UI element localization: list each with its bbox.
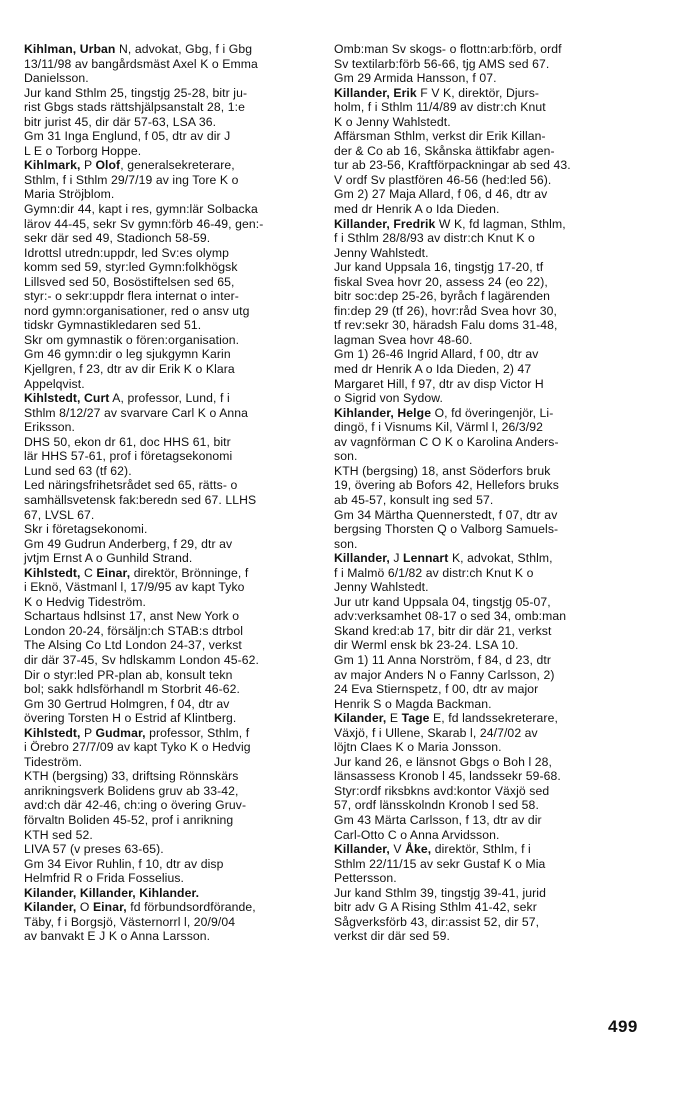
entry-name: Kihlstedt, Curt <box>24 391 110 406</box>
entry-text: Gm 1) 26-46 Ingrid Allard, f 00, dtr av <box>334 347 539 362</box>
text-line <box>334 231 670 246</box>
text-line <box>24 333 326 348</box>
text-line <box>24 857 326 872</box>
text-line <box>24 784 326 799</box>
entry-text: Sthlm, f i Sthlm 29/7/19 av ing Tore K o <box>24 172 239 187</box>
text-line <box>24 522 326 537</box>
text-line <box>334 129 670 144</box>
entry-text: Styr:ordf riksbkns avd:kontor Växjö sed <box>334 783 550 798</box>
entry-text: styr:- o sekr:uppdr flera internat o inter- <box>24 289 239 304</box>
entry-text: Lund sed 63 (tf 62). <box>24 463 132 478</box>
entry-text: fin:dep 29 (tf 26), hovr:råd Svea hovr 30, <box>334 303 558 318</box>
text-line <box>24 115 326 130</box>
entry-text: 67, LVSL 67. <box>24 507 95 522</box>
entry-text: C <box>80 565 97 580</box>
entry-text: Skr om gymnastik o fören:organisation. <box>24 332 240 347</box>
text-line <box>24 668 326 683</box>
text-line <box>334 551 670 566</box>
entry-text: Lillsved sed 50, Bosöstiftelsen sed 65, <box>24 274 235 289</box>
entry-text: Gm 31 Inga Englund, f 05, dtr av dir J <box>24 129 231 144</box>
entry-text: i Eknö, Västmanl l, 17/9/95 av kapt Tyko <box>24 580 245 595</box>
entry-text: Jur kand 26, e länsnot Gbgs o Boh l 28, <box>334 754 552 769</box>
entry-text: Sågverksförb 43, dir:assist 52, dir 57, <box>334 914 540 929</box>
text-line <box>24 886 326 901</box>
entry-text: Maria Ströjblom. <box>24 187 115 202</box>
text-line <box>24 246 326 261</box>
text-line <box>24 929 326 944</box>
entry-name: Kihlander, Helge <box>334 405 432 420</box>
left-column <box>24 42 326 944</box>
text-line <box>24 449 326 464</box>
text-line <box>334 668 670 683</box>
entry-name: Kihlstedt, <box>24 565 81 580</box>
entry-text: Henrik S o Magda Backman. <box>334 696 492 711</box>
entry-text: J <box>389 551 404 566</box>
text-line <box>334 900 670 915</box>
entry-text: Gm 2) 27 Maja Allard, f 06, d 46, dtr av <box>334 187 548 202</box>
text-line <box>334 304 670 319</box>
text-line <box>334 769 670 784</box>
entry-text: Omb:man Sv skogs- o flottn:arb:förb, ordf <box>334 42 562 56</box>
text-line <box>24 537 326 552</box>
entry-name: Killander, Erik <box>334 85 417 100</box>
text-line <box>24 726 326 741</box>
entry-text: son. <box>334 449 358 464</box>
text-line <box>334 580 670 595</box>
entry-text: länsassess Kronob l 45, landssekr 59-68. <box>334 769 561 784</box>
entry-text: Affärsman Sthlm, verkst dir Erik Killan- <box>334 129 546 144</box>
entry-text: dingö, f i Visnums Kil, Värml l, 26/3/92 <box>334 420 544 435</box>
entry-text: fiskal Svea hovr 20, assess 24 (eo 22), <box>334 274 548 289</box>
entry-text: Pettersson. <box>334 871 397 886</box>
text-line <box>334 406 670 421</box>
entry-text: W K, fd lagman, Sthlm, <box>435 216 566 231</box>
text-line <box>24 842 326 857</box>
entry-text: Jur kand Sthlm 25, tingstjg 25-28, bitr ju- <box>24 85 248 100</box>
entry-text: bergsing Thorsten Q o Valborg Samuels- <box>334 522 559 537</box>
entry-name: Lennart <box>403 551 449 566</box>
entry-text: V ordf Sv plastfören 46-56 (hed:led 56). <box>334 172 552 187</box>
entry-text: K o Hedvig Tideström. <box>24 594 146 609</box>
text-line <box>334 755 670 770</box>
text-line <box>334 726 670 741</box>
entry-name: Einar, <box>96 565 131 580</box>
text-line <box>24 755 326 770</box>
entry-name: Kilander, Killander, Kihlander. <box>24 885 200 900</box>
entry-text: tf rev:sekr 30, häradsh Falu doms 31-48, <box>334 318 558 333</box>
text-line <box>334 144 670 159</box>
text-line <box>24 551 326 566</box>
entry-text: A, professor, Lund, f i <box>109 391 230 406</box>
entry-text: Gymn:dir 44, kapt i res, gymn:lär Solbacka <box>24 202 258 217</box>
entry-text: Jur kand Uppsala 16, tingstjg 17-20, tf <box>334 260 544 275</box>
entry-text: Tideström. <box>24 754 83 769</box>
entry-text: V <box>389 842 406 857</box>
text-line <box>334 828 670 843</box>
entry-text: tidskr Gymnastikledaren sed 51. <box>24 318 202 333</box>
entry-text: bitr adv G A Rising Sthlm 41-42, sekr <box>334 900 537 915</box>
entry-text: K, advokat, Sthlm, <box>448 551 553 566</box>
text-line <box>334 566 670 581</box>
entry-text: med dr Henrik A o Ida Dieden. <box>334 202 500 217</box>
entry-text: Gm 49 Gudrun Anderberg, f 29, dtr av <box>24 536 233 551</box>
entry-name: Gudmar, <box>95 725 146 740</box>
text-line <box>334 420 670 435</box>
entry-text: Sthlm 8/12/27 av svarvare Carl K o Anna <box>24 405 249 420</box>
entry-text: holm, f i Sthlm 11/4/89 av distr:ch Knut <box>334 100 546 115</box>
entry-text: Gm 29 Armida Hansson, f 07. <box>334 71 497 86</box>
text-line <box>24 377 326 392</box>
text-line <box>24 508 326 523</box>
entry-text: E, fd landssekreterare, <box>429 711 558 726</box>
text-line <box>334 187 670 202</box>
text-line <box>24 493 326 508</box>
entry-text: son. <box>334 536 358 551</box>
text-line <box>334 915 670 930</box>
text-line <box>334 798 670 813</box>
text-line <box>334 362 670 377</box>
text-line <box>24 915 326 930</box>
text-line <box>24 275 326 290</box>
text-line <box>334 595 670 610</box>
entry-text: löjtn Claes K o Maria Jonsson. <box>334 740 502 755</box>
entry-text: av major Anders N o Fanny Carlsson, 2) <box>334 667 555 682</box>
text-line <box>24 144 326 159</box>
text-line <box>24 57 326 72</box>
entry-text: nord gymn:organisationer, red o ansv utg <box>24 303 250 318</box>
text-line <box>334 217 670 232</box>
text-line <box>24 566 326 581</box>
entry-text: bol; sakk hdlsförhandl m Storbrit 46-62. <box>24 682 241 697</box>
text-line <box>24 478 326 493</box>
text-line <box>24 580 326 595</box>
text-line <box>24 347 326 362</box>
text-line <box>24 653 326 668</box>
text-line <box>334 711 670 726</box>
text-line <box>24 813 326 828</box>
entry-text: London 20-24, försäljn:ch STAB:s dtrbol <box>24 623 244 638</box>
entry-text: professor, Sthlm, f <box>145 725 250 740</box>
text-line <box>334 784 670 799</box>
entry-text: med dr Henrik A o Ida Dieden, 2) 47 <box>334 362 532 377</box>
entry-text: rist Gbgs stads rättshjälpsanstalt 28, 1:e <box>24 100 245 115</box>
text-line <box>24 435 326 450</box>
text-line <box>334 857 670 872</box>
entry-text: fd förbundsordförande, <box>126 900 256 915</box>
entry-text: Gm 1) 11 Anna Norström, f 84, d 23, dtr <box>334 652 552 667</box>
entry-text: avd:ch där 42-46, ch:ing o övering Gruv- <box>24 798 247 813</box>
text-line <box>24 595 326 610</box>
text-line <box>24 289 326 304</box>
entry-text: lär HHS 57-61, prof i företagsekonomi <box>24 449 233 464</box>
text-line <box>24 362 326 377</box>
entry-text: The Alsing Co Ltd London 24-37, verkst <box>24 638 242 653</box>
entry-text: av vagnförman C O K o Karolina Anders- <box>334 434 559 449</box>
entry-name: Kihlmark, <box>24 158 81 173</box>
entry-text: P <box>80 158 96 173</box>
text-line <box>334 929 670 944</box>
entry-text: Gm 34 Eivor Ruhlin, f 10, dtr av disp <box>24 856 224 871</box>
text-line <box>334 71 670 86</box>
text-line <box>24 871 326 886</box>
text-line <box>334 173 670 188</box>
text-line <box>334 435 670 450</box>
text-line <box>334 682 670 697</box>
entry-text: Gm 30 Gertrud Holmgren, f 04, dtr av <box>24 696 230 711</box>
text-line <box>334 609 670 624</box>
entry-text: av banvakt E J K o Anna Larsson. <box>24 929 211 944</box>
entry-name: Einar, <box>92 900 127 915</box>
text-line <box>334 391 670 406</box>
text-line <box>24 100 326 115</box>
entry-name: Killander, <box>334 551 390 566</box>
entry-text: lärov 44-45, sekr Sv gymn:förb 46-49, gen:- <box>24 216 264 231</box>
text-line <box>334 377 670 392</box>
text-line <box>334 86 670 101</box>
text-line <box>334 697 670 712</box>
text-line <box>24 187 326 202</box>
text-line <box>24 42 326 57</box>
entry-name: Tage <box>401 711 430 726</box>
entry-text: jvtjm Ernst A o Gunhild Strand. <box>24 551 193 566</box>
text-line <box>24 406 326 421</box>
text-line <box>24 173 326 188</box>
entry-text: Skr i företagsekonomi. <box>24 522 148 537</box>
entry-text: 24 Eva Stiernspetz, f 00, dtr av major <box>334 682 539 697</box>
text-line <box>24 609 326 624</box>
text-line <box>24 711 326 726</box>
entry-text: Margaret Hill, f 97, dtr av disp Victor H <box>334 376 544 391</box>
entry-text: , generalsekreterare, <box>120 158 235 173</box>
entry-text: Gm 43 Märta Carlsson, f 13, dtr av dir <box>334 812 542 827</box>
entry-text: i Örebro 27/7/09 av kapt Tyko K o Hedvig <box>24 740 251 755</box>
entry-text: Kjellgren, f 23, dtr av dir Erik K o Klara <box>24 362 235 377</box>
entry-text: tur ab 23-56, Kraftförpackningar ab sed 43. <box>334 158 571 173</box>
text-line <box>334 638 670 653</box>
entry-text: f i Sthlm 28/8/93 av distr:ch Knut K o <box>334 231 535 246</box>
text-line <box>24 420 326 435</box>
entry-text: DHS 50, ekon dr 61, doc HHS 61, bitr <box>24 434 231 449</box>
entry-text: o Sigrid von Sydow. <box>334 391 443 406</box>
text-line <box>334 813 670 828</box>
text-line <box>334 522 670 537</box>
text-line <box>24 740 326 755</box>
entry-text: adv:verksamhet 08-17 o sed 34, omb:man <box>334 609 567 624</box>
text-line <box>334 740 670 755</box>
entry-text: Dir o styr:led PR-plan ab, konsult tekn <box>24 667 233 682</box>
entry-text: direktör, Brönninge, f <box>130 565 249 580</box>
entry-text: ab 45-57, konsult ing sed 57. <box>334 492 494 507</box>
entry-text: KTH sed 52. <box>24 827 93 842</box>
entry-text: Led näringsfrihetsrådet sed 65, rätts- o <box>24 478 238 493</box>
entry-text: direktör, Sthlm, f i <box>431 842 531 857</box>
entry-text: Jenny Wahlstedt. <box>334 245 429 260</box>
entry-text: dir Werml ensk bk 23-24. LSA 10. <box>334 638 519 653</box>
right-column <box>334 42 670 944</box>
text-line <box>24 391 326 406</box>
text-line <box>334 260 670 275</box>
text-line <box>24 231 326 246</box>
entry-text: Växjö, f i Ullene, Skarab l, 24/7/02 av <box>334 725 538 740</box>
text-line <box>24 624 326 639</box>
entry-name: Kilander, <box>24 900 77 915</box>
entry-text: K o Jenny Wahlstedt. <box>334 114 451 129</box>
text-line <box>334 886 670 901</box>
entry-text: N, advokat, Gbg, f i Gbg <box>115 42 253 56</box>
entry-name: Åke, <box>405 842 432 857</box>
text-line <box>334 871 670 886</box>
entry-text: verkst dir där sed 59. <box>334 929 450 944</box>
text-line <box>334 842 670 857</box>
text-line <box>334 624 670 639</box>
text-line <box>24 304 326 319</box>
entry-text: Helmfrid R o Frida Fosselius. <box>24 871 185 886</box>
page-number: 499 <box>608 1017 638 1036</box>
entry-text: Skand kred:ab 17, bitr dir där 21, verkst <box>334 623 552 638</box>
text-line <box>334 508 670 523</box>
entry-name: Kihlstedt, <box>24 725 81 740</box>
entry-name: Killander, Fredrik <box>334 216 436 231</box>
text-line <box>24 260 326 275</box>
entry-text: Schartaus hdlsinst 17, anst New York o <box>24 609 240 624</box>
text-line <box>334 318 670 333</box>
text-line <box>24 682 326 697</box>
entry-text: Gm 46 gymn:dir o leg sjukgymn Karin <box>24 347 231 362</box>
entry-text: P <box>80 725 96 740</box>
entry-text: Jur utr kand Uppsala 04, tingstjg 05-07, <box>334 594 551 609</box>
entry-text: f i Malmö 6/1/82 av distr:ch Knut K o <box>334 565 534 580</box>
entry-name: Kihlman, Urban <box>24 42 116 56</box>
entry-text: samhällsvetensk fak:beredn sed 67. LLHS <box>24 492 257 507</box>
entry-text: F V K, direktör, Djurs- <box>416 85 540 100</box>
text-line <box>334 464 670 479</box>
text-line <box>24 638 326 653</box>
text-line <box>24 129 326 144</box>
entry-text: O, fd överingenjör, Li- <box>431 405 554 420</box>
text-line <box>24 464 326 479</box>
text-line <box>334 57 670 72</box>
entry-text: O <box>76 900 93 915</box>
entry-text: Idrottsl utredn:uppdr, led Sv:es olymp <box>24 245 229 260</box>
entry-text: komm sed 59, styr:led Gymn:folkhögsk <box>24 260 238 275</box>
text-line <box>24 86 326 101</box>
text-line <box>24 202 326 217</box>
entry-text: Jenny Wahlstedt. <box>334 580 429 595</box>
entry-text: LIVA 57 (v preses 63-65). <box>24 842 164 857</box>
text-line <box>334 537 670 552</box>
text-line <box>334 449 670 464</box>
text-line <box>24 217 326 232</box>
text-line <box>334 246 670 261</box>
entry-text: förvaltn Boliden 45-52, prof i anrikning <box>24 812 234 827</box>
text-line <box>334 289 670 304</box>
text-line <box>334 202 670 217</box>
entry-name: Kilander, <box>334 711 387 726</box>
text-line <box>24 900 326 915</box>
entry-text: anrikningsverk Bolidens gruv ab 33-42, <box>24 783 239 798</box>
entry-text: Sthlm 22/11/15 av sekr Gustaf K o Mia <box>334 856 546 871</box>
entry-text: Carl-Otto C o Anna Arvidsson. <box>334 827 500 842</box>
text-line <box>334 100 670 115</box>
text-line <box>334 333 670 348</box>
text-line <box>24 828 326 843</box>
entry-text: E <box>386 711 402 726</box>
text-line <box>334 347 670 362</box>
entry-text: bitr soc:dep 25-26, byråch f lagärenden <box>334 289 550 304</box>
text-line <box>24 71 326 86</box>
entry-text: Eriksson. <box>24 420 76 435</box>
text-line <box>334 653 670 668</box>
text-line <box>334 493 670 508</box>
entry-text: der & Co ab 16, Skånska ättikfabr agen- <box>334 143 555 158</box>
text-line <box>334 478 670 493</box>
entry-text: 19, övering ab Bofors 42, Hellefors bruks <box>334 478 559 493</box>
text-line <box>334 42 670 57</box>
entry-text: sekr där sed 49, Stadionch 58-59. <box>24 231 211 246</box>
entry-text: KTH (bergsing) 33, driftsing Rönnskärs <box>24 769 239 784</box>
text-line <box>24 697 326 712</box>
text-line <box>24 769 326 784</box>
entry-text: lagman Svea hovr 48-60. <box>334 332 473 347</box>
text-line <box>334 115 670 130</box>
text-line <box>24 318 326 333</box>
entry-text: bitr jurist 45, dir där 57-63, LSA 36. <box>24 114 217 129</box>
entry-text: övering Torsten H o Estrid af Klintberg. <box>24 711 237 726</box>
text-line <box>24 158 326 173</box>
entry-text: dir där 37-45, Sv hdlskamm London 45-62. <box>24 652 260 667</box>
entry-text: Sv textilarb:förb 56-66, tjg AMS sed 67. <box>334 56 550 71</box>
entry-text: Gm 34 Märtha Quennerstedt, f 07, dtr av <box>334 507 558 522</box>
entry-name: Killander, <box>334 842 390 857</box>
entry-text: L E o Torborg Hoppe. <box>24 143 142 158</box>
entry-text: Appelqvist. <box>24 376 85 391</box>
entry-text: 57, ordf länsskolndn Kronob l sed 58. <box>334 798 539 813</box>
text-line <box>334 275 670 290</box>
text-line <box>24 798 326 813</box>
entry-name: Olof <box>95 158 121 173</box>
entry-text: Jur kand Sthlm 39, tingstjg 39-41, jurid <box>334 885 546 900</box>
entry-text: Danielsson. <box>24 71 89 86</box>
entry-text: 13/11/98 av bangårdsmäst Axel K o Emma <box>24 56 258 71</box>
text-line <box>334 158 670 173</box>
entry-text: KTH (bergsing) 18, anst Söderfors bruk <box>334 463 551 478</box>
entry-text: Täby, f i Borgsjö, Västernorrl l, 20/9/04 <box>24 914 236 929</box>
